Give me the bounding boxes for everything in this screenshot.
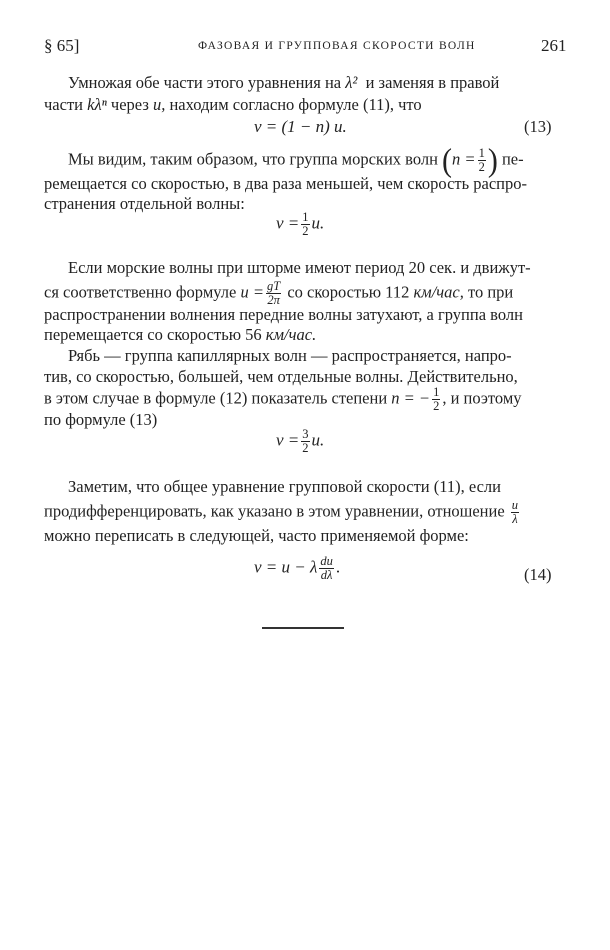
- equation-13: v = (1 − n) u.: [254, 117, 347, 136]
- section-end-rule: [262, 627, 344, 629]
- equation-13-number: (13): [524, 117, 552, 136]
- equation-three-half: v = $\frac{3}{2}$ u.: [276, 427, 325, 455]
- equation-half: v = $\frac{1}{2}$ u.: [276, 210, 325, 238]
- para2-line3: странения отдельной волны:: [44, 194, 245, 213]
- equation-14: v = u − λ $\frac{du}{d\lambda}$ .: [254, 554, 341, 582]
- para4-line2: тив, со скоростью, большей, чем отдельные волны. Действительно,: [44, 367, 518, 386]
- para5-line3: можно переписать в следующей, часто применяемой форме:: [44, 526, 469, 545]
- equation-14-number: (14): [524, 565, 552, 584]
- para1-line2: части kλⁿ через u, находим согласно формуле (11), что: [44, 95, 422, 114]
- para1-line1: Умножая обе части этого уравнения на λ² и заменяя в правой: [68, 73, 500, 92]
- para4-line3: в этом случае в формуле (12) показатель степени n = − $\frac{1}{2}$ , и поэтому: [44, 385, 522, 413]
- para3-line2: ся соответственно формуле u = $\frac{gT}{2\pi}$ со скоростью 112 км/час, то при: [44, 279, 514, 307]
- para2-line1: Мы видим, таким образом, что группа морских волн (n = $\frac{1}{2}$ ) пе-: [68, 141, 524, 179]
- para3-line4: перемещается со скоростью 56 км/час.: [44, 325, 317, 344]
- para4-line1: Рябь — группа капиллярных волн — распространяется, напро-: [68, 346, 512, 365]
- para5-line1: Заметим, что общее уравнение групповой скорости (11), если: [68, 477, 501, 496]
- running-title: ФАЗОВАЯ И ГРУППОВАЯ СКОРОСТИ ВОЛН: [198, 40, 476, 52]
- para5-line2: продифференцировать, как указано в этом уравнении, отношение $\frac{u}{\lambda}$: [44, 498, 519, 526]
- para4-line4: по формуле (13): [44, 410, 158, 429]
- para2-line2: ремещается со скоростью, в два раза меньшей, чем скорость распро-: [44, 174, 527, 193]
- para3-line1: Если морские волны при шторме имеют период 20 сек. и движут-: [68, 258, 531, 277]
- para3-line3: распространении волнения передние волны затухают, а группа волн: [44, 305, 523, 324]
- page-number: 261: [541, 36, 567, 55]
- lambda-squared: λ²: [345, 73, 358, 92]
- section-reference: § 65]: [44, 36, 80, 55]
